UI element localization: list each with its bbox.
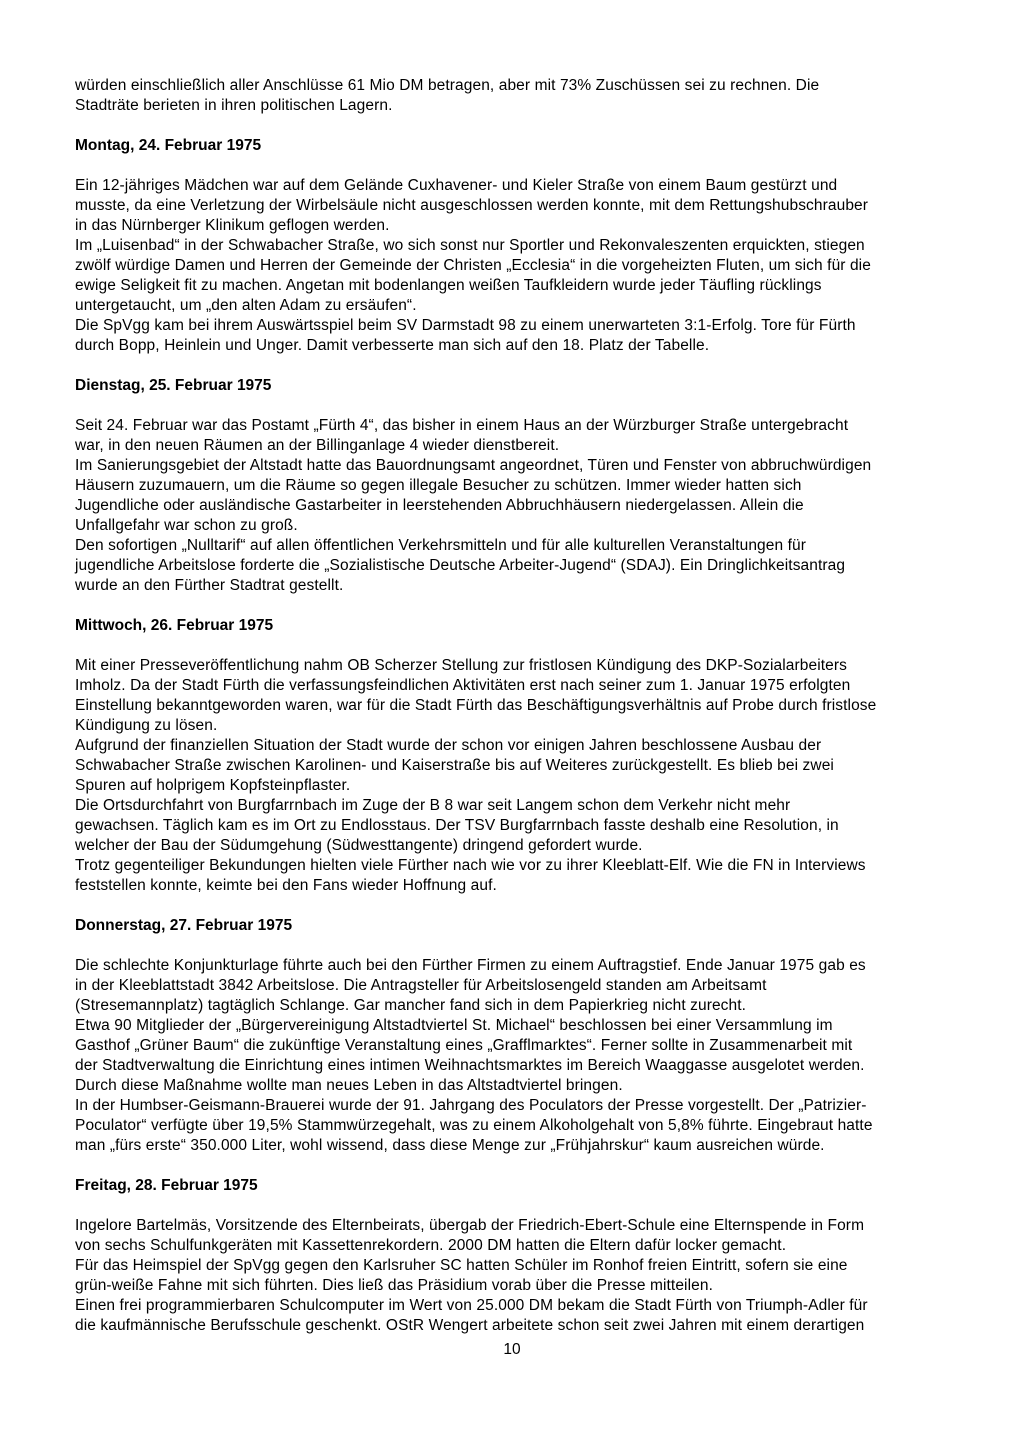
text-line: Jugendliche oder ausländische Gastarbeiter in leerstehenden Abbruchhäusern niedergelassen. Allein die: [75, 497, 804, 514]
section-heading: Donnerstag, 27. Februar 1975: [75, 917, 293, 934]
section-heading: Montag, 24. Februar 1975: [75, 137, 262, 154]
body-paragraph: [75, 76, 953, 116]
text-line: Unfallgefahr war schon zu groß.: [75, 517, 298, 534]
text-line: Häusern zuzumauern, um die Räume so gegen illegale Besucher zu schützen. Immer wieder hatten sich: [75, 477, 802, 494]
text-line: Aufgrund der finanziellen Situation der Stadt wurde der schon vor einigen Jahren beschlossene Ausbau der: [75, 737, 822, 754]
text-line: die kaufmännische Berufsschule geschenkt. OStR Wengert arbeitete schon seit zwei Jahren mit einem derartigen: [75, 1317, 865, 1334]
text-line: Im „Luisenbad“ in der Schwabacher Straße, wo sich sonst nur Sportler und Rekonvaleszenten erquickten, stiegen: [75, 237, 865, 254]
body-paragraph: [75, 416, 953, 596]
text-line: Die schlechte Konjunkturlage führte auch bei den Fürther Firmen zu einem Auftragstief. Ende Januar 1975 gab es: [75, 957, 866, 974]
text-line: jugendliche Arbeitslose forderte die „Sozialistische Deutsche Arbeiter-Jugend“ (SDAJ). Ein Dringlichkeitsantrag: [75, 557, 846, 574]
text-line: untergetaucht, um „den alten Adam zu ersäufen“.: [75, 297, 417, 314]
section-heading: Dienstag, 25. Februar 1975: [75, 377, 272, 394]
body-paragraph: [75, 1216, 953, 1336]
text-line: Den sofortigen „Nulltarif“ auf allen öffentlichen Verkehrsmitteln und für alle kulturellen Veranstaltungen für: [75, 537, 807, 554]
text-line: zwölf würdige Damen und Herren der Gemeinde der Christen „Ecclesia“ in die vorgeheizten Fluten, um sich für die: [75, 257, 871, 274]
text-line: Trotz gegenteiliger Bekundungen hielten viele Fürther nach wie vor zu ihrer Kleeblatt-Elf. Wie die FN in Interviews: [75, 857, 866, 874]
text-line: war, in den neuen Räumen an der Billinganlage 4 wieder dienstbereit.: [75, 437, 560, 454]
text-line: (Stresemannplatz) tagtäglich Schlange. Gar mancher fand sich in dem Papierkrieg nicht zurecht.: [75, 997, 747, 1014]
text-line: Im Sanierungsgebiet der Altstadt hatte das Bauordnungsamt angeordnet, Türen und Fenster von abbruchwürdigen: [75, 457, 872, 474]
text-line: Einen frei programmierbaren Schulcomputer im Wert von 25.000 DM bekam die Stadt Fürth von Triumph-Adler für: [75, 1297, 868, 1314]
page-number: 10: [503, 1341, 521, 1358]
text-line: Imholz. Da der Stadt Fürth die verfassungsfeindlichen Aktivitäten erst nach seiner zum 1. Januar 1975 erfolgten: [75, 677, 851, 694]
text-line: Kündigung zu lösen.: [75, 717, 218, 734]
text-line: man „fürs erste“ 350.000 Liter, wohl wissend, dass diese Menge zur „Frühjahrskur“ kaum ausreichen würde.: [75, 1137, 825, 1154]
text-line: Gasthof „Grüner Baum“ die zukünftige Veranstaltung eines „Grafflmarktes“. Ferner sollte in Zusammenarbeit mit: [75, 1037, 853, 1054]
document-content: [75, 76, 953, 1356]
text-line: Etwa 90 Mitglieder der „Bürgervereinigung Altstadtviertel St. Michael“ beschlossen bei einer Versammlung im: [75, 1017, 833, 1034]
text-line: Spuren auf holprigem Kopfsteinpflaster.: [75, 777, 351, 794]
text-line: musste, da eine Verletzung der Wirbelsäule nicht ausgeschlossen werden konnte, mit dem Rettungshubschrauber: [75, 197, 869, 214]
body-paragraph: [75, 176, 953, 356]
text-line: Ein 12-jähriges Mädchen war auf dem Gelände Cuxhavener- und Kieler Straße von einem Baum gestürzt und: [75, 177, 838, 194]
text-line: in das Nürnberger Klinikum geflogen werden.: [75, 217, 390, 234]
text-line: In der Humbser-Geismann-Brauerei wurde der 91. Jahrgang des Poculators der Presse vorgestellt. Der „Patrizier-: [75, 1097, 867, 1114]
text-line: Die SpVgg kam bei ihrem Auswärtsspiel beim SV Darmstadt 98 zu einem unerwarteten 3:1-Erfolg. Tore für Fürth: [75, 317, 856, 334]
text-line: gewachsen. Täglich kam es im Ort zu Endlosstaus. Der TSV Burgfarrnbach fasste deshalb eine Resolution, in: [75, 817, 839, 834]
text-line: grün-weiße Fahne mit sich führten. Dies ließ das Präsidium vorab über die Presse mitteilen.: [75, 1277, 713, 1294]
section-heading: Mittwoch, 26. Februar 1975: [75, 617, 274, 634]
text-line: der Stadtverwaltung die Einrichtung eines intimen Weihnachtsmarktes im Bereich Waaggasse ausgelotet werden.: [75, 1057, 865, 1074]
text-line: Stadträte berieten in ihren politischen Lagern.: [75, 97, 393, 114]
text-line: Schwabacher Straße zwischen Karolinen- und Kaiserstraße bis auf Weiteres zurückgestellt. Es blieb bei zwei: [75, 757, 834, 774]
text-line: feststellen konnte, keimte bei den Fans wieder Hoffnung auf.: [75, 877, 497, 894]
text-line: Poculator“ verfügte über 19,5% Stammwürzegehalt, was zu einem Alkoholgehalt von 5,8% führte. Eingebraut hatte: [75, 1117, 873, 1134]
text-line: in der Kleeblattstadt 3842 Arbeitslose. Die Antragsteller für Arbeitslosengeld standen am Arbeitsamt: [75, 977, 767, 994]
text-line: durch Bopp, Heinlein und Unger. Damit verbesserte man sich auf den 18. Platz der Tabelle.: [75, 337, 710, 354]
text-line: wurde an den Fürther Stadtrat gestellt.: [75, 577, 344, 594]
body-paragraph: [75, 956, 953, 1156]
text-line: würden einschließlich aller Anschlüsse 61 Mio DM betragen, aber mit 73% Zuschüssen sei zu rechnen. Die: [75, 77, 820, 94]
text-line: Mit einer Presseveröffentlichung nahm OB Scherzer Stellung zur fristlosen Kündigung des DKP-Sozialarbeiters: [75, 657, 848, 674]
text-line: ewige Seligkeit fit zu machen. Angetan mit bodenlangen weißen Taufkleidern wurde jeder Täufling rücklings: [75, 277, 822, 294]
text-line: Ingelore Bartelmäs, Vorsitzende des Elternbeirats, übergab der Friedrich-Ebert-Schule eine Elternspende in Form: [75, 1217, 865, 1234]
section-heading: Freitag, 28. Februar 1975: [75, 1177, 258, 1194]
text-line: Einstellung bekanntgeworden waren, war für die Stadt Fürth das Beschäftigungsverhältnis auf Probe durch fristlose: [75, 697, 877, 714]
text-line: Für das Heimspiel der SpVgg gegen den Karlsruher SC hatten Schüler im Ronhof freien Eintritt, sofern sie eine: [75, 1257, 848, 1274]
text-line: Die Ortsdurchfahrt von Burgfarrnbach im Zuge der B 8 war seit Langem schon dem Verkehr nicht mehr: [75, 797, 791, 814]
text-line: Durch diese Maßnahme wollte man neues Leben in das Altstadtviertel bringen.: [75, 1077, 623, 1094]
text-line: von sechs Schulfunkgeräten mit Kassettenrekordern. 2000 DM hatten die Eltern dafür locker gemacht.: [75, 1237, 787, 1254]
text-line: welcher der Bau der Südumgehung (Südwesttangente) dringend gefordert wurde.: [75, 837, 643, 854]
text-line: Seit 24. Februar war das Postamt „Fürth 4“, das bisher in einem Haus an der Würzburger Straße untergebracht: [75, 417, 849, 434]
body-paragraph: [75, 656, 953, 896]
